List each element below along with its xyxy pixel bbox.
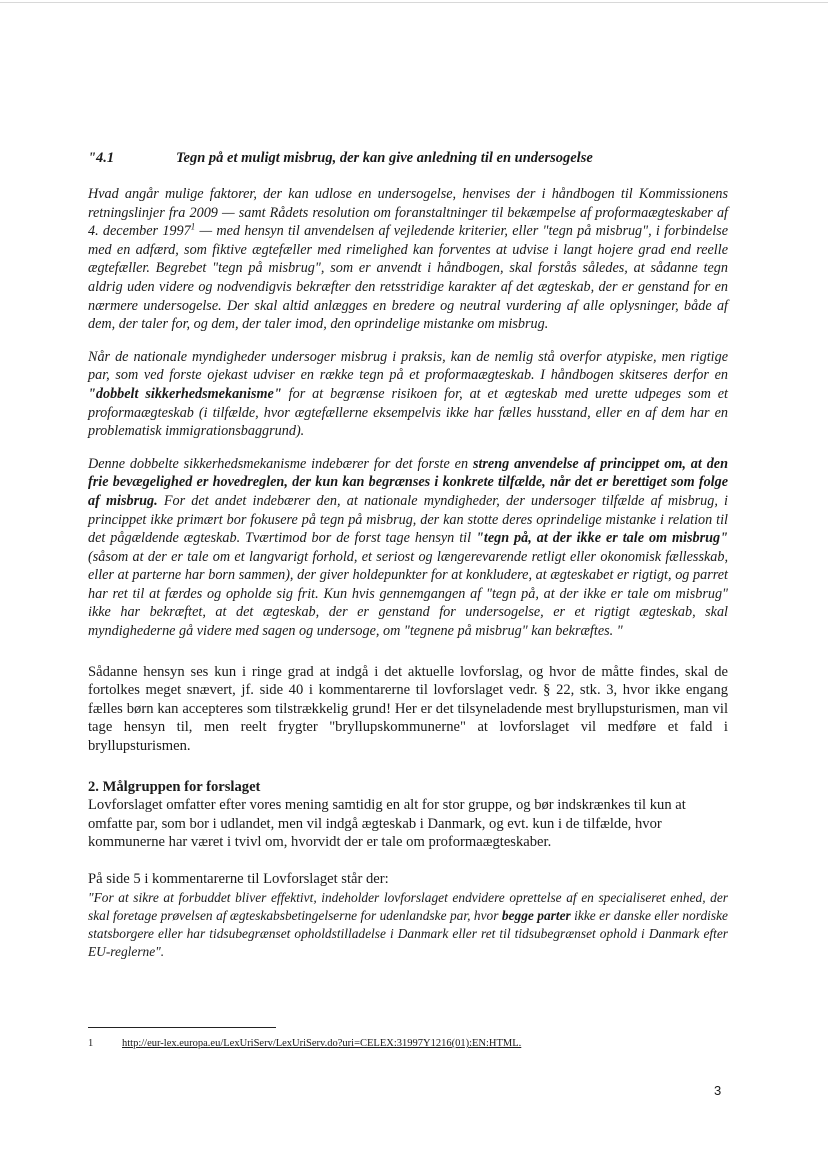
quote-text-a: "For at sikre at forbuddet bliver effektivt, indeholder lovforslaget endvidere oprettelse af en specialiseret enhed, der skal foretage prøvelsen af ægteskabsbetingelserne for udenlandske par, hvor	[88, 889, 728, 923]
footnote	[88, 1038, 728, 1049]
footnote-mark: 1	[88, 1038, 94, 1049]
paragraph-2-text-c: for at begrænse risikoen for, at et ægteskab med urette udpeges som et proformaægteskab (i tilfælde, hvor ægtefællerne eksempelvis ikke har fælles husstand, eller en af dem har en problematisk immigrationsbaggrund).	[88, 385, 728, 440]
paragraph-1-text-a: Hvad angår mulige faktorer, der kan udlose en undersogelse, henvises der i håndbogen til Kommissionens retningslinjer fra 2009 — samt Rådets resolution om foranstaltninger til bekæmpelse af proformaægteskaber af 4. december 1997	[88, 186, 728, 240]
footnote-link[interactable]: http://eur-lex.europa.eu/LexUriServ/LexUriServ.do?uri=CELEX:31997Y1216(01):EN:HTML.	[122, 1038, 522, 1049]
section-3	[88, 870, 728, 961]
paragraph-3-text-e: (såsom at der er tale om et langvarigt forhold, et seriost og længerevarende retligt eller okonomisk fællesskab, eller at parterne har born sammen), der giver holdepunkter for at konkludere, at ægteskabet er rigtigt, og parret har ret til at færdes og opholde sig frit. Kun hvis gennemgangen af "tegn på, at der ikke er tale om misbrug" ikke har bekræftet, at det ægteskab, der er genstand for undersogelse, er et rigtigt ægteskab, skal myndighederne gå videre med sagen og undersoge, om "tegnene på misbrug" kan bekræftes. "	[88, 548, 728, 640]
paragraph-2-emphasis: "dobbelt sikkerhedsmekanisme"	[88, 385, 282, 402]
section-2	[88, 778, 728, 852]
paragraph-2-text-a: Når de nationale myndigheder undersoger misbrug i praksis, kan de nemlig stå overfor atypiske, men rigtige par, som ved forste ojekast udviser en række tegn på et proformaægteskab. I håndbogen skitseres derfor en	[88, 348, 728, 384]
section-3-quote	[88, 889, 728, 962]
paragraph-2	[88, 348, 728, 441]
section-3-intro: På side 5 i kommentarerne til Lovforslaget står der:	[88, 871, 389, 887]
paragraph-3-text-a: Denne dobbelte sikkerhedsmekanisme indebærer for det forste en	[88, 455, 473, 472]
section-2-heading: 2. Målgruppen for forslaget	[88, 778, 261, 795]
paragraph-1-text-b: — med hensyn til anvendelsen af vejledende kriterier, eller "tegn på misbrug", i forbindelse med en adfærd, som fiktive ægtefæller med rimelighed kan forventes at udvise i langt hojere grad end reelle ægtefæller. Begrebet "tegn på misbrug", som er anvendt i håndbogen, skal forstås således, at sådanne tegn aldrig uden videre og nodvendigvis bekræfter den retsstridige karakter af det ægteskab, der er genstand for en nærmere undersogelse. Der skal altid anlægges en bredere og neutral vurdering af alle oplysninger, både af dem, der taler for, og dem, der taler imod, den oprindelige mistanke om misbrug.	[88, 223, 728, 333]
paragraph-3-text-c: For det andet indebærer den, at nationale myndigheder, der undersoger tilfælde af misbrug, i princippet ikke primært bor fokusere på tegn på misbrug, der kan stotte deres oprindelige mistanke i relation til det pågældende ægteskab. Tværtimod bor de forst tage hensyn til	[88, 492, 729, 547]
quote-emphasis: begge parter	[501, 907, 571, 923]
paragraph-3-emphasis-no-abuse: "tegn på, at der ikke er tale om misbrug"	[476, 530, 729, 547]
page-number: 3	[714, 1083, 722, 1098]
footnote-reference: 1	[190, 221, 196, 232]
section-title: Tegn på et muligt misbrug, der kan give anledning til en undersogelse	[176, 150, 593, 166]
quote-text-c: ikke er danske eller nordiske statsborgere eller har tidsubegrænset opholdstilladelse i Danmark eller ret til tidsubegrænset ophold i Danmark efter EU-reglerne".	[88, 907, 728, 960]
paragraph-4: Sådanne hensyn ses kun i ringe grad at indgå i det aktuelle lovforslag, og hvor de måtte findes, skal de fortolkes meget snævert, jf. side 40 i kommentarerne til lovforslaget vedr. § 22, stk. 3, hvor ikke engang fælles børn kan accepteres som tilstrækkelig grund! Her er det tilsyneladende mest bryllupsturismen, man vil tage hensyn til, men reelt frygter "bryllupskommunerne" at lovforslaget vil medføre et fald i bryllupsturismen.	[88, 663, 728, 755]
document-body	[88, 150, 728, 961]
paragraph-1	[88, 185, 728, 334]
paragraph-3-emphasis-principle: streng anvendelse af princippet om, at den frie bevægelighed er hovedreglen, der kun kan begrænses i konkrete tilfælde, når det er berettiget som folge af misbrug.	[88, 455, 728, 509]
section-2-body: Lovforslaget omfatter efter vores mening samtidig en alt for stor gruppe, og bør indskrænkes til kun at omfatte par, som bor i udlandet, men vil indgå ægteskab i Danmark, og evt. kun i de tilfælde, hvor kommunerne har været i tvivl om, hvorvidt der er tale om proformaægteskaber.	[88, 797, 686, 851]
footnote-separator	[88, 1027, 276, 1028]
section-heading	[88, 150, 728, 167]
section-number: "4.1	[88, 150, 115, 166]
paragraph-3	[88, 455, 728, 641]
scan-top-edge	[0, 2, 828, 3]
